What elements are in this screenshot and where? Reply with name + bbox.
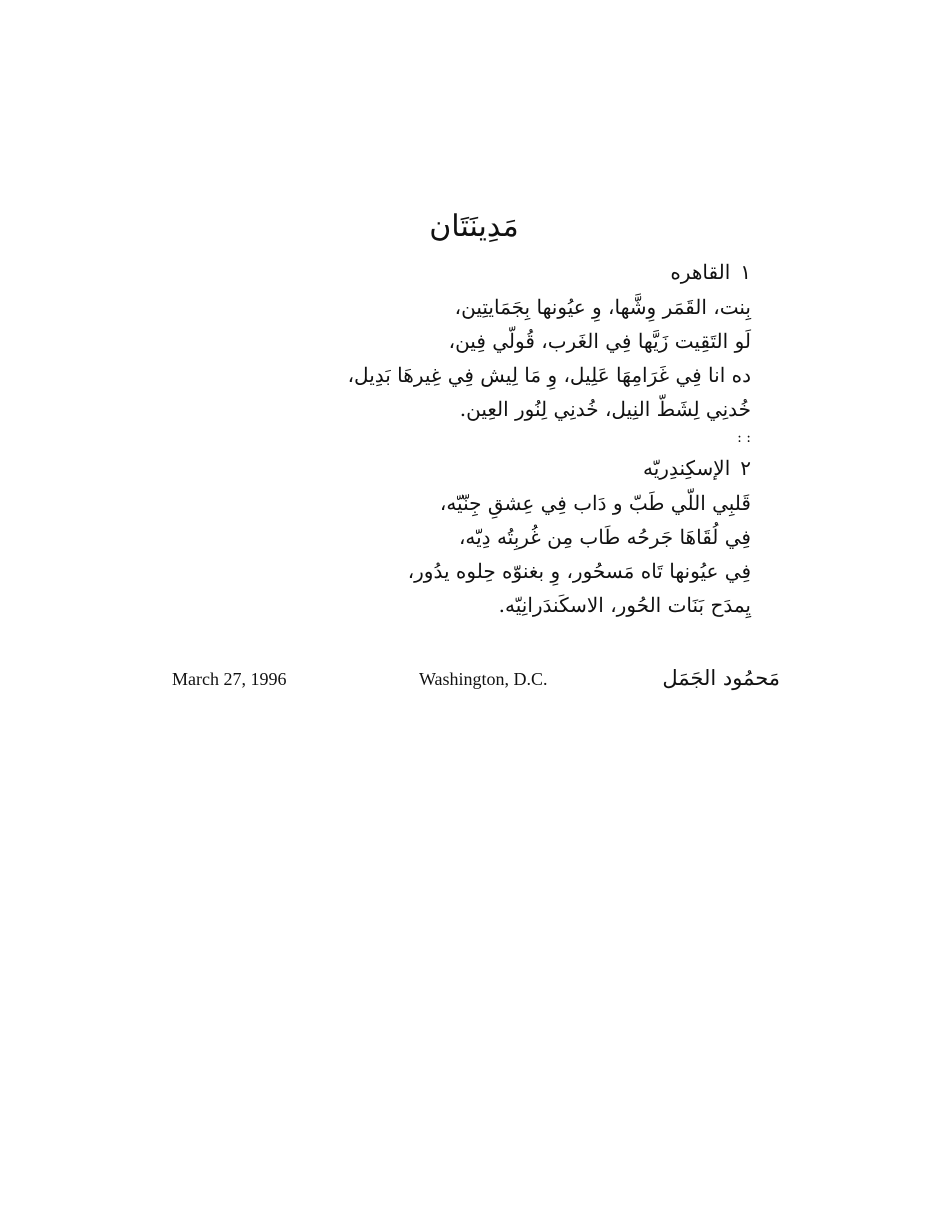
poem-body bbox=[331, 254, 751, 622]
footer-date: March 27, 1996 bbox=[172, 669, 287, 689]
poem-line: لَو التَقِيت زَيَّها فِي الغَرب، قُولّي فِين، bbox=[448, 329, 751, 353]
poem-line: يِمدَح بَنَات الحُور، الاسكَندَرانِيّه. bbox=[498, 593, 751, 617]
section-title: القاهره bbox=[670, 260, 731, 284]
section-title: الإسكِندِريّه bbox=[643, 456, 731, 480]
poem-line: قَلبِي اللّي طَبّ و دَاب فِي عِشقِ جِنّيّه، bbox=[439, 491, 751, 515]
footer-place: Washington, D.C. bbox=[419, 669, 548, 689]
footer-author: مَحمُود الجَمَل bbox=[662, 666, 780, 690]
section-number: ١ bbox=[740, 260, 751, 284]
poem-line: ده انا فِي غَرَامِهَا عَلِيل، وِ مَا لِيش فِي غِيرهَا بَدِيل، bbox=[347, 363, 751, 387]
poem-line: بِنت، القَمَر وِشَّها، وِ عيُونها بِجَمَايتِين، bbox=[454, 295, 751, 319]
section-heading-1 bbox=[331, 254, 751, 290]
poem-title: مَدِينَتَان bbox=[429, 209, 519, 244]
poem-line: فِي لُقَاهَا جَرحُه طَاب مِن غُربِتُه دِيّه، bbox=[458, 525, 751, 549]
section-number: ٢ bbox=[740, 456, 751, 480]
poem-line: فِي عيُونها تَاه مَسحُور، وِ بغنوّه حِلوه يدُور، bbox=[407, 559, 751, 583]
section-heading-2 bbox=[331, 450, 751, 486]
poem-line: خُدنِي لِشَطّ النِيل، خُدنِي لِنُور العِين. bbox=[459, 397, 751, 421]
section-divider: : : bbox=[737, 430, 751, 446]
